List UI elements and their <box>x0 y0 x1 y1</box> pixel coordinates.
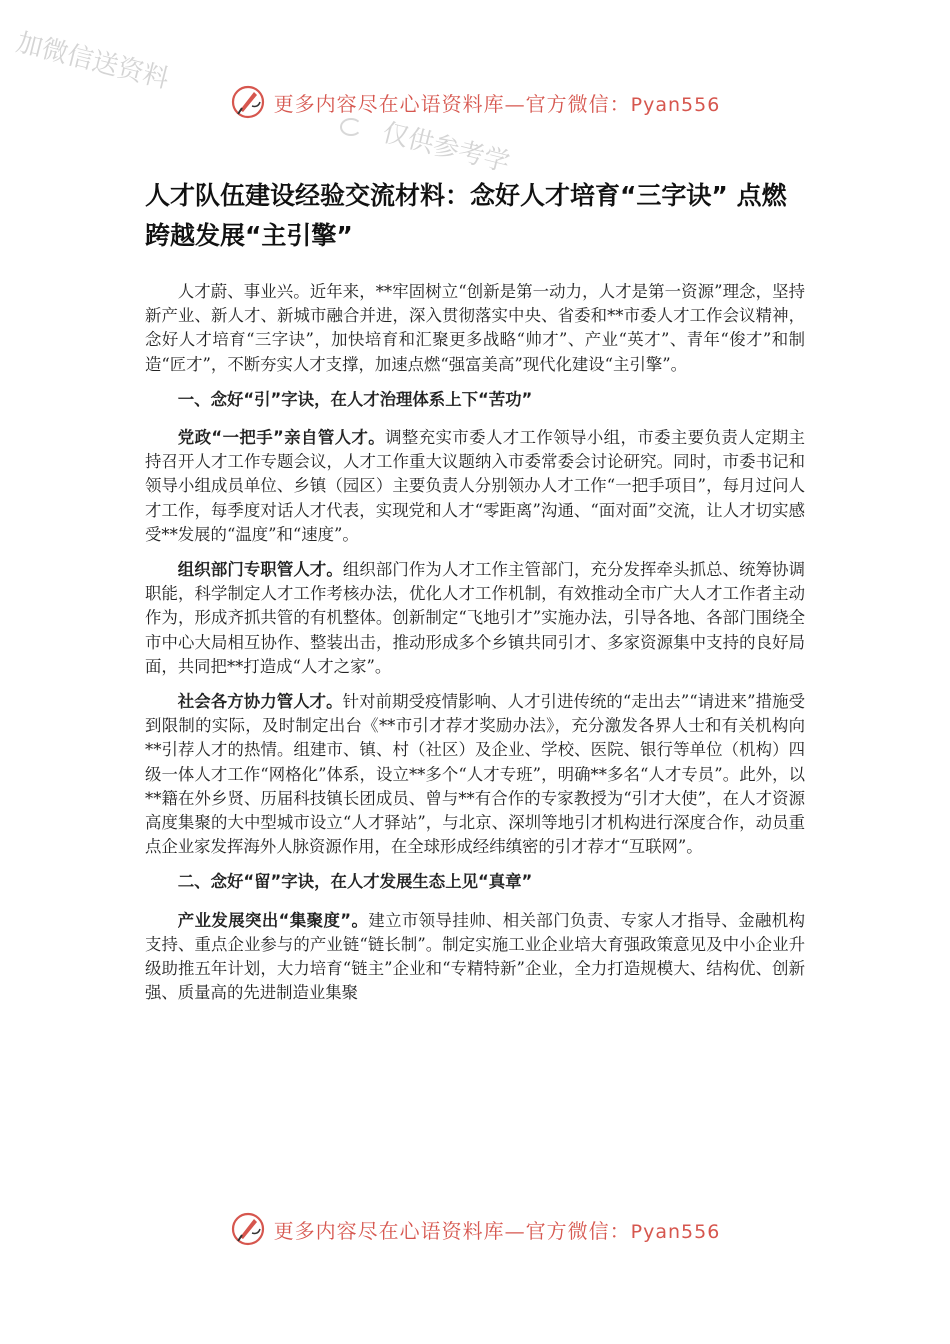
section1-heading: 一、念好“引”字诀，在人才治理体系上下“苦功” <box>177 389 533 409</box>
document-body <box>145 176 805 1016</box>
section2-paragraph-1 <box>145 909 805 1006</box>
watermark-text-center: 仅供参考学 <box>379 117 513 179</box>
banner-main-text: 更多内容尽在心语资料库—官方微信： <box>273 1218 631 1243</box>
section1-paragraph-1-lead: 党政“一把手”亲自管人才。 <box>177 428 386 448</box>
section1-paragraph-2 <box>145 558 805 679</box>
section2-paragraph-1-lead: 产业发展突出“集聚度”。 <box>177 910 369 930</box>
section1-paragraph-2-text: 组织部门作为人才工作主管部门，充分发挥牵头抓总、统筹协调职能，科学制定人才工作考核办法，优化人才工作机制，有效推动全市广大人才工作者主动作为，形成齐抓共管的有机整体。创新制定“飞地引才”实施办法，引导各地、各部门围绕全市中心大局相互协作、整装出击，推动形成多个乡镇共同引才、多家资源集中支持的良好局面，共同把**打造成“人才之家”。 <box>145 560 806 676</box>
watermark-ring-icon <box>340 118 362 136</box>
section1-paragraph-3-lead: 社会各方协力管人才。 <box>177 692 343 712</box>
watermark-text-top-left: 加微信送资料 <box>13 27 172 95</box>
section2-heading: 二、念好“留”字诀，在人才发展生态上见“真章” <box>177 872 533 892</box>
banner-wechat-id: Pyan556 <box>630 1220 721 1243</box>
banner-main-text: 更多内容尽在心语资料库—官方微信： <box>273 91 631 116</box>
intro-paragraph: 人才蔚、事业兴。近年来，**牢固树立“创新是第一动力，人才是第一资源”理念，坚持新产业、新人才、新城市融合并进，深入贯彻落实中央、省委和**市委人才工作会议精神，念好人才培育“三字诀”，加快培育和汇聚更多战略“帅才”、产业“英才”、青年“俊才”和制造“匠才”，不断夯实人才支撑，加速点燃“强富美高”现代化建设“主引擎”。 <box>145 282 805 374</box>
section2-paragraph-1-text: 建立市领导挂帅、相关部门负责、专家人才指导、金融机构支持、重点企业参与的产业链“链长制”。制定实施工业企业培大育强政策意见及中小企业升级助推五年计划，大力培育“链主”企业和“专精特新”企业，全力打造规模大、结构优、创新强、质量高的先进制造业集聚 <box>145 910 806 1003</box>
header-banner <box>0 84 950 120</box>
section1-paragraph-3 <box>145 690 805 859</box>
document-title: 人才队伍建设经验交流材料：念好人才培育“三字诀” 点燃跨越发展“主引擎” <box>145 181 787 250</box>
section1-paragraph-3-text: 针对前期受疫情影响、人才引进传统的“走出去”“请进来”措施受到限制的实际，及时制定出台《**市引才荐才奖励办法》，充分激发各界人士和有关机构向**引荐人才的热情。组建市、镇、村（社区）及企业、学校、医院、银行等单位（机构）四级一体人才工作“网格化”体系，设立**多个“人才专班”，明确**多名“人才专员”。此外，以**籍在外乡贤、历届科技镇长团成员、曾与**有合作的专家教授为“引才大使”，在人才资源高度集聚的大中型城市设立“人才驿站”，与北京、深圳等地引才机构进行深度合作，动员重点企业家发挥海外人脉资源作用，在全球形成经纬缜密的引才荐才“互联网”。 <box>145 692 805 857</box>
footer-banner <box>0 1211 950 1247</box>
banner-wechat-id: Pyan556 <box>630 93 721 116</box>
quill-pen-circle-icon <box>230 84 266 120</box>
section1-paragraph-1 <box>145 426 805 547</box>
section1-paragraph-1-text: 调整充实市委人才工作领导小组，市委主要负责人定期主持召开人才工作专题会议，人才工作重大议题纳入市委常委会讨论研究。同时，市委书记和领导小组成员单位、乡镇（园区）主要负责人分别领办人才工作“一把手项目”，每月过问人才工作，每季度对话人才代表，实现党和人才“零距离”沟通、“面对面”交流，让人才切实感受**发展的“温度”和“速度”。 <box>145 428 806 544</box>
banner-text <box>274 88 721 117</box>
section1-paragraph-2-lead: 组织部门专职管人才。 <box>177 560 343 580</box>
banner-text <box>274 1215 721 1244</box>
quill-pen-circle-icon <box>230 1211 266 1247</box>
